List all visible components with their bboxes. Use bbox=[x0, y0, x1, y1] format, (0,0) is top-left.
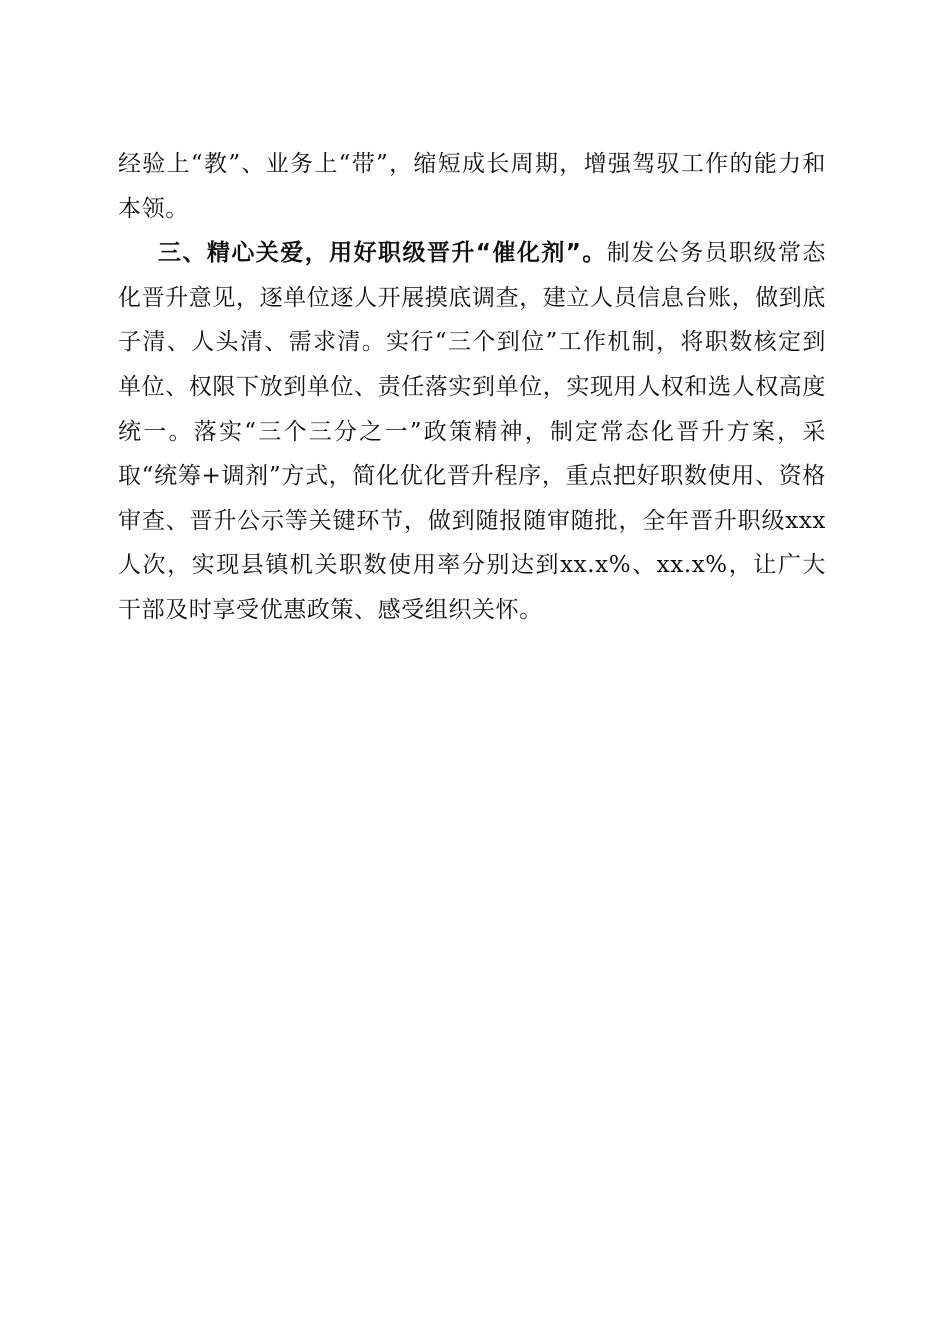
document-body bbox=[118, 142, 826, 633]
section-heading: 三、精心关爱，用好职级晋升“催化剂”。 bbox=[158, 240, 607, 267]
paragraph-text: 制发公务员职级常态化晋升意见，逐单位逐人开展摸底调查，建立人员信息台账，做到底子清、人头清、需求清。实行“三个到位”工作机制，将职数核定到单位、权限下放到单位、责任落实到单位，实现用人权和选人权高度统一。落实“三个三分之一”政策精神，制定常态化晋升方案，采取“统筹+调剂”方式，简化优化晋升程序，重点把好职数使用、资格审查、晋升公示等关键环节，做到随报随审随批，全年晋升职级xxx人次，实现县镇机关职数使用率分别达到xx.x%、xx.x%，让广大干部及时享受优惠政策、感受组织关怀。 bbox=[118, 240, 826, 623]
paragraph-continuation bbox=[118, 142, 826, 231]
paragraph-text: 经验上“教”、业务上“带”，缩短成长周期，增强驾驭工作的能力和本领。 bbox=[118, 151, 826, 222]
paragraph-section-three bbox=[118, 231, 826, 632]
